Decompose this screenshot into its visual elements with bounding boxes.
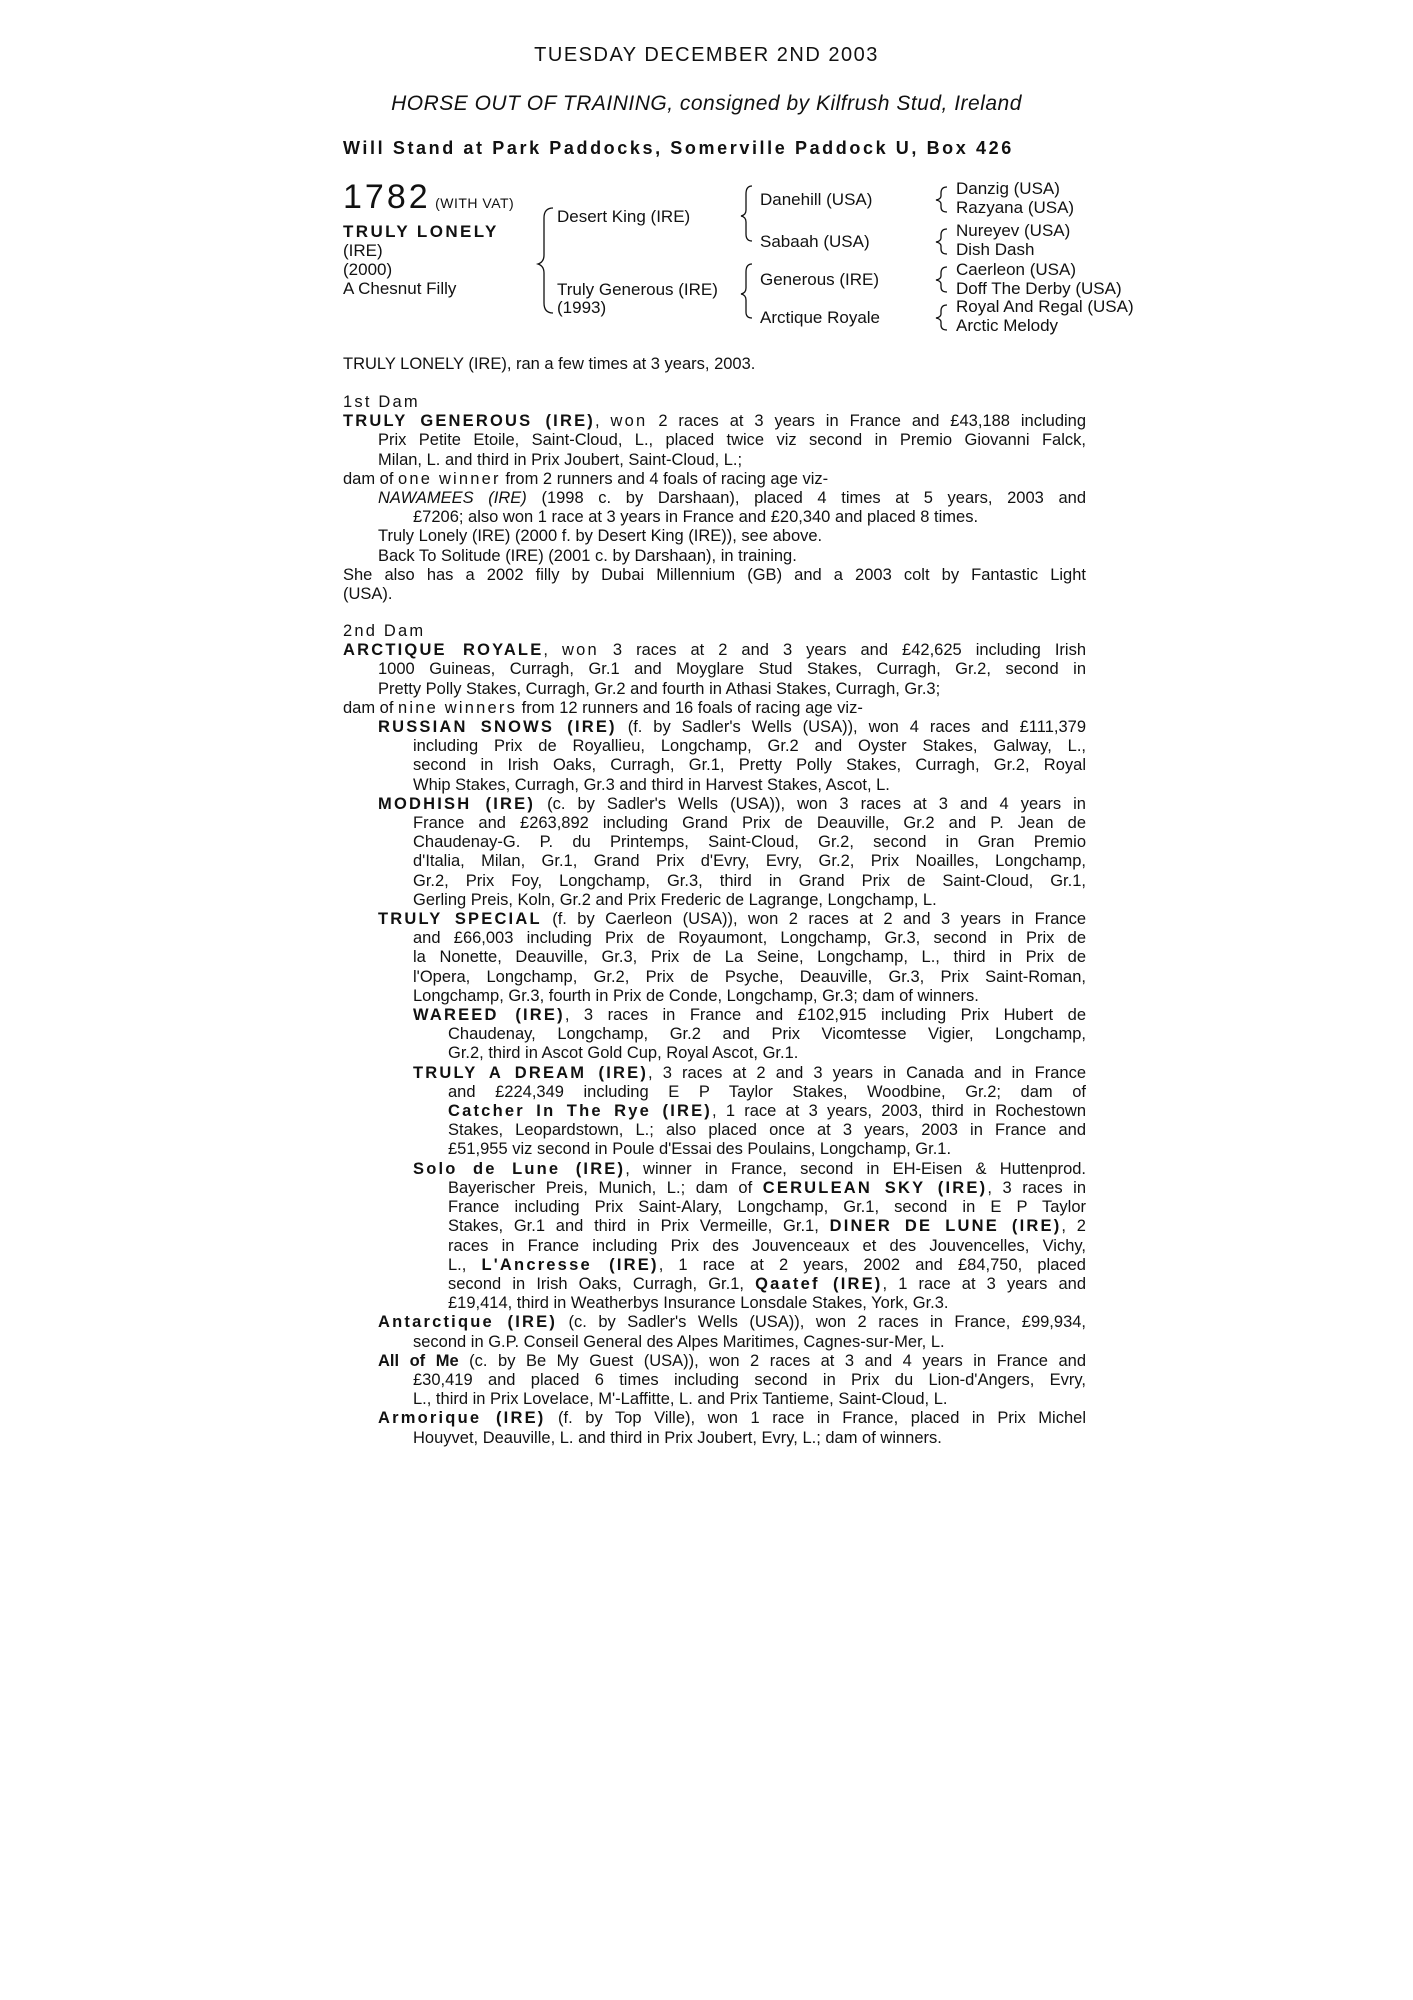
horse-country: (IRE) xyxy=(343,241,383,260)
produce-line: second in G.P. Conseil General des Alpes Maritimes, Cagnes-sur-Mer, L. xyxy=(413,1332,945,1351)
produce-name: L'Ancresse (IRE) xyxy=(481,1255,659,1274)
produce-line: France including Prix Saint-Alary, Longchamp, Gr.1, second in E P Taylor xyxy=(448,1198,1086,1217)
produce-line: Stakes, Gr.1 and third in Prix Vermeille, Gr.1, DINER DE LUNE (IRE), 2 xyxy=(448,1217,1086,1236)
sire-brace xyxy=(741,186,752,241)
produce-line: la Nonette, Deauville, Gr.3, Prix de La Seine, Longchamp, L., third in Prix de xyxy=(413,948,1086,967)
produce-line: Solo de Lune (IRE), winner in France, second in EH-Eisen & Huttenprod. xyxy=(413,1159,1087,1178)
produce-line: races in France including Prix des Jouvenceaux et des Jouvencelles, Vichy, xyxy=(448,1236,1086,1255)
produce-line: Armorique (IRE) (f. by Top Ville), won 1 race in France, placed in Prix Michel xyxy=(378,1409,1086,1428)
produce-line: and £66,003 including Prix de Royaumont, Longchamp, Gr.3, second in Prix de xyxy=(413,929,1086,948)
gg-royal-and-regal: Royal And Regal (USA) xyxy=(956,297,1134,316)
produce-name: All of Me xyxy=(378,1351,459,1370)
dam-name: TRULY GENEROUS (IRE) xyxy=(343,412,595,431)
produce-name: DINER DE LUNE (IRE) xyxy=(829,1217,1062,1236)
produce-line: including Prix de Royallieu, Longchamp, Gr.2 and Oyster Stakes, Galway, L., xyxy=(413,737,1086,756)
produce-name: RUSSIAN SNOWS (IRE) xyxy=(378,718,617,737)
produce-name: CERULEAN SKY (IRE) xyxy=(762,1178,988,1197)
dam-sire: Generous (IRE) xyxy=(760,270,880,289)
produce-line: Whip Stakes, Curragh, Gr.3 and third in Harvest Stakes, Ascot, L. xyxy=(413,775,890,794)
brace-danehill xyxy=(936,187,947,212)
sire: Desert King (IRE) xyxy=(557,207,691,226)
produce-line: Truly Lonely (IRE) (2000 f. by Desert King (IRE)), see above. xyxy=(378,527,823,546)
first-dam-section xyxy=(343,393,1086,604)
produce-line: France and £263,892 including Grand Prix de Deauville, Gr.2 and P. Jean de xyxy=(413,814,1086,833)
produce-line: L., L'Ancresse (IRE), 1 race at 2 years, 2002 and £84,750, placed xyxy=(448,1255,1086,1274)
lot-number: 1782 xyxy=(343,178,431,216)
produce-line: Houyvet, Deauville, L. and third in Prix Joubert, Evry, L.; dam of winners. xyxy=(413,1428,942,1447)
produce-line: RUSSIAN SNOWS (IRE) (f. by Sadler's Wells (USA)), won 4 races and £111,379 xyxy=(378,718,1087,737)
produce-line: Longchamp, Gr.3, fourth in Prix de Conde, Longchamp, Gr.3; dam of winners. xyxy=(413,986,979,1005)
sire-dam: Sabaah (USA) xyxy=(760,232,870,251)
first-dam-produce-summary: dam of one winner from 2 runners and 4 foals of racing age viz- xyxy=(343,469,829,488)
dam-brace xyxy=(741,264,752,318)
produce-line: £7206; also won 1 race at 3 years in France and £20,340 and placed 8 times. xyxy=(413,508,979,527)
brace-generous xyxy=(936,267,947,292)
summary-line: TRULY LONELY (IRE), ran a few times at 3 years, 2003. xyxy=(343,355,756,373)
dam-name: ARCTIQUE ROYALE xyxy=(343,641,544,660)
first-dam-heading: 1st Dam xyxy=(343,393,420,411)
produce-line: Gr.2, third in Ascot Gold Cup, Royal Ascot, Gr.1. xyxy=(448,1044,799,1063)
produce-line: £19,414, third in Weatherbys Insurance Lonsdale Stakes, York, Gr.3. xyxy=(448,1294,949,1313)
gg-danzig: Danzig (USA) xyxy=(956,179,1060,198)
first-dam-line: Prix Petite Etoile, Saint-Cloud, L., placed twice viz second in Premio Giovanni Falck, xyxy=(378,431,1086,450)
produce-line: MODHISH (IRE) (c. by Sadler's Wells (USA)), won 3 races at 3 and 4 years in xyxy=(378,794,1086,813)
produce-line: Catcher In The Rye (IRE), 1 race at 3 years, 2003, third in Rochestown xyxy=(448,1102,1086,1121)
brace-sabaah xyxy=(936,229,947,254)
produce-line: Chaudenay, Longchamp, Gr.2 and Prix Vicomtesse Vigier, Longchamp, xyxy=(448,1025,1086,1044)
produce-name: Armorique (IRE) xyxy=(378,1409,546,1428)
produce-name: MODHISH (IRE) xyxy=(378,794,536,813)
produce-line: Gr.2, Prix Foy, Longchamp, Gr.3, third in Grand Prix de Saint-Cloud, Gr.1, xyxy=(413,871,1086,890)
produce-line: Stakes, Leopardstown, L.; also placed once at 3 years, 2003 in France and xyxy=(448,1121,1086,1140)
produce-line: TRULY SPECIAL (f. by Caerleon (USA)), won 2 races at 2 and 3 years in France xyxy=(378,910,1086,929)
produce-line: £51,955 viz second in Poule d'Essai des Poulains, Longchamp, Gr.1. xyxy=(448,1140,952,1159)
second-dam-heading: 2nd Dam xyxy=(343,622,426,640)
second-dam-line: ARCTIQUE ROYALE, won 3 races at 2 and 3 years and £42,625 including Irish xyxy=(343,641,1087,660)
produce-name: Antarctique (IRE) xyxy=(378,1313,558,1332)
produce-line: l'Opera, Longchamp, Gr.2, Prix de Psyche, Deauville, Gr.3, Prix Saint-Roman, xyxy=(413,967,1086,986)
gg-nureyev: Nureyev (USA) xyxy=(956,221,1071,240)
gg-arctic-melody: Arctic Melody xyxy=(956,316,1059,335)
produce-name: Qaatef (IRE) xyxy=(755,1274,883,1293)
produce-line: NAWAMEES (IRE) (1998 c. by Darshaan), placed 4 times at 5 years, 2003 and xyxy=(378,489,1086,508)
second-dam-produce-summary: dam of nine winners from 12 runners and 16 foals of racing age viz- xyxy=(343,698,863,717)
produce-line: Bayerischer Preis, Munich, L.; dam of CERULEAN SKY (IRE), 3 races in xyxy=(448,1178,1086,1197)
dam-name: Truly Generous (IRE) xyxy=(557,280,718,299)
gg-razyana: Razyana (USA) xyxy=(956,198,1075,217)
produce-line: £30,419 and placed 6 times including second in Prix du Lion-d'Angers, Evry, xyxy=(413,1370,1086,1389)
produce-line: L., third in Prix Lovelace, M'-Laffitte, L. and Prix Tantieme, Saint-Cloud, L. xyxy=(413,1390,948,1409)
produce-name: Solo de Lune (IRE) xyxy=(413,1159,626,1178)
produce-line: and £224,349 including E P Taylor Stakes, Woodbine, Gr.2; dam of xyxy=(448,1082,1086,1101)
produce-name: Catcher In The Rye (IRE) xyxy=(448,1102,712,1121)
first-dam-note: She also has a 2002 filly by Dubai Millennium (GB) and a 2003 colt by Fantastic Light xyxy=(343,565,1086,584)
produce-name: WAREED (IRE) xyxy=(413,1006,565,1025)
dam-year: (1993) xyxy=(557,298,607,317)
produce-line: All of Me (c. by Be My Guest (USA)), won 2 races at 3 and 4 years in France and xyxy=(378,1351,1087,1370)
produce-name: TRULY SPECIAL xyxy=(378,910,542,929)
produce-name: NAWAMEES (IRE) xyxy=(378,489,527,508)
stand-location: Will Stand at Park Paddocks, Somerville Paddock U, Box 426 xyxy=(343,138,1014,158)
produce-line: Back To Solitude (IRE) (2001 c. by Darshaan), in training. xyxy=(378,546,797,565)
produce-line: d'Italia, Milan, Gr.1, Grand Prix d'Evry, Evry, Gr.2, Prix Noailles, Longchamp, xyxy=(413,852,1086,871)
sire-sire: Danehill (USA) xyxy=(760,190,873,209)
produce-line: TRULY A DREAM (IRE), 3 races at 2 and 3 years in Canada and in France xyxy=(413,1063,1086,1082)
produce-name: TRULY A DREAM (IRE) xyxy=(413,1063,649,1082)
produce-line: Antarctique (IRE) (c. by Sadler's Wells (USA)), won 2 races in France, £99,934, xyxy=(378,1313,1087,1332)
produce-line: WAREED (IRE), 3 races in France and £102,915 including Prix Hubert de xyxy=(413,1006,1086,1025)
second-dam-line: 1000 Guineas, Curragh, Gr.1 and Moyglare Stud Stakes, Curragh, Gr.2, second in xyxy=(378,660,1086,679)
produce-line: second in Irish Oaks, Curragh, Gr.1, Qaatef (IRE), 1 race at 3 years and xyxy=(448,1274,1086,1293)
first-dam-line: TRULY GENEROUS (IRE), won 2 races at 3 years in France and £43,188 including xyxy=(343,412,1087,431)
gg-dish-dash: Dish Dash xyxy=(956,240,1035,259)
produce-line: Chaudenay-G. P. du Printemps, Saint-Cloud, Gr.2, second in Gran Premio xyxy=(413,833,1086,852)
main-brace xyxy=(538,208,553,313)
horse-name: TRULY LONELY xyxy=(343,222,499,241)
second-dam-section xyxy=(343,622,1086,1448)
first-dam-note: (USA). xyxy=(343,585,393,604)
gg-caerleon: Caerleon (USA) xyxy=(956,260,1076,279)
horse-year: (2000) xyxy=(343,260,393,279)
dam-dam: Arctique Royale xyxy=(760,308,881,327)
second-dam-line: Pretty Polly Stakes, Curragh, Gr.2 and fourth in Athasi Stakes, Curragh, Gr.3; xyxy=(378,679,941,698)
vat-note: (WITH VAT) xyxy=(435,195,515,211)
sale-date: TUESDAY DECEMBER 2ND 2003 xyxy=(534,44,879,66)
first-dam-line: Milan, L. and third in Prix Joubert, Saint-Cloud, L.; xyxy=(378,450,743,469)
consignment-line: HORSE OUT OF TRAINING, consigned by Kilfrush Stud, Ireland xyxy=(391,92,1022,115)
brace-arctique xyxy=(936,305,947,330)
horse-description: A Chesnut Filly xyxy=(343,279,457,298)
gg-doff-the-derby: Doff The Derby (USA) xyxy=(956,279,1122,298)
produce-line: second in Irish Oaks, Curragh, Gr.1, Pretty Polly Stakes, Curragh, Gr.2, Royal xyxy=(413,756,1086,775)
racing-summary xyxy=(343,355,1086,374)
produce-line: Gerling Preis, Koln, Gr.2 and Prix Frederic de Lagrange, Longchamp, L. xyxy=(413,890,937,909)
